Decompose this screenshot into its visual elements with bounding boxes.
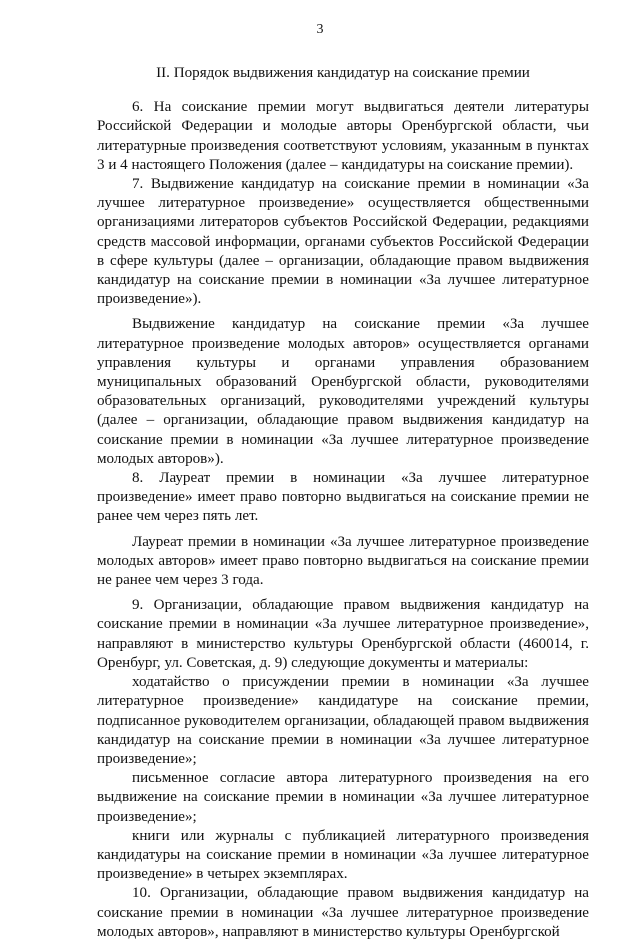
page-number: 3 xyxy=(316,22,324,37)
paragraph-laureate-young-authors: Лауреат премии в номинации «За лучшее литературное произведение молодых авторов» имеет право повторно выдвигаться на соискание премии не ранее чем через 3 года. xyxy=(97,533,589,589)
paragraph-written-consent: письменное согласие автора литературного произведения на его выдвижение на соискание премии в номинации «За лучшее литературное произведение»; xyxy=(97,770,589,825)
paragraph-item-9: 9. Организации, обладающие правом выдвижения кандидатур на соискание премии в номинации «За лучшее литературное произведение», направляют в министерство культуры Оренбургской области (460014, г. Оренбург, ул. Советская, д. 9) следующие документы и материалы: xyxy=(97,597,589,671)
paragraph-item-8: 8. Лауреат премии в номинации «За лучшее литературное произведение» имеет право повторно выдвигаться на соискание премии не ранее чем через пять лет. xyxy=(97,470,589,525)
paragraph-item-10: 10. Организации, обладающие правом выдвижения кандидатур на соискание премии в номинации «За лучшее литературное произведение молодых авторов», направляют в министерство культуры Оренбургской xyxy=(97,885,589,940)
paragraph-petition: ходатайство о присуждении премии в номинации «За лучшее литературное произведение» кандидатуре на соискание премии, подписанное руководителем организации, обладающей правом выдвижения кандидатур на соискание премии в номинации «За лучшее литературное произведение»; xyxy=(97,674,589,767)
paragraph-nomination-young-authors: Выдвижение кандидатур на соискание премии «За лучшее литературное произведение молодых авторов» осуществляется органами управления культуры и органами управления образованием муниципальных образований Оренбургской области, руководителями образовательных организаций, руководителями учреждений культуры (далее – организации, обладающие правом выдвижения кандидатур на соискание премии в номинации «За лучшее литературное произведение молодых авторов»). xyxy=(97,316,589,467)
paragraph-item-6: 6. На соискание премии могут выдвигаться деятели литературы Российской Федерации и молодые авторы Оренбургской области, чьи литературные произведения соответствуют условиям, указанным в пунктах 3 и 4 настоящего Положения (далее – кандидатуры на соискание премии). xyxy=(97,99,589,173)
paragraph-books-journals: книги или журналы с публикацией литературного произведения кандидатуры на соискание премии в номинации «За лучшее литературное произведение» в четырех экземплярах. xyxy=(97,827,589,883)
paragraph-item-7: 7. Выдвижение кандидатур на соискание премии в номинации «За лучшее литературное произведение» осуществляется общественными организациями литераторов субъектов Российской Федерации, редакциями средств массовой информации, органами субъектов Российской Федерации в сфере культуры (далее – организации, обладающие правом выдвижения кандидатур на соискание премии в номинации «За лучшее литературное произведение»). xyxy=(97,176,589,308)
section-heading: II. Порядок выдвижения кандидатур на соискание премии xyxy=(156,65,530,81)
document-body xyxy=(97,64,589,942)
